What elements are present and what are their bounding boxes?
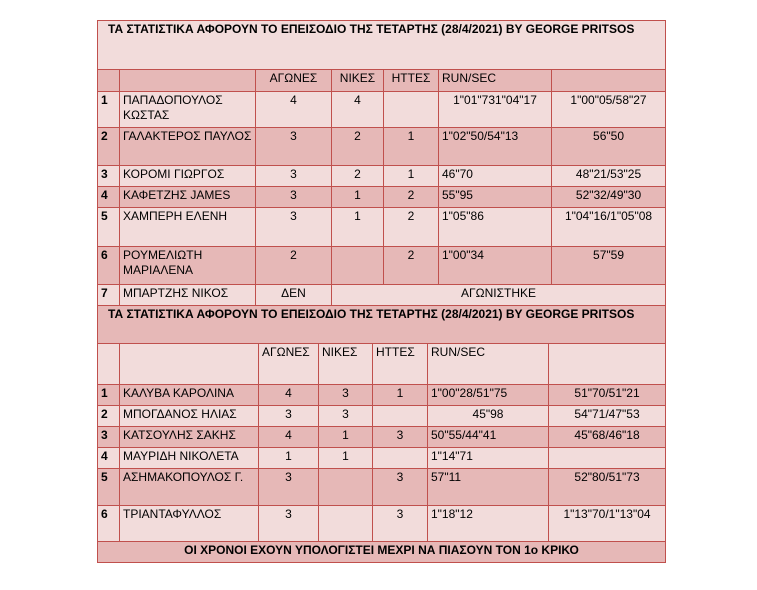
wins: 2 [332, 128, 384, 166]
did-not-compete-note: ΑΓΩΝΙΣΤΗΚΕ [332, 285, 666, 306]
stats-table-1 [97, 20, 666, 306]
row-number: 1 [98, 385, 120, 406]
losses: 2 [384, 247, 439, 285]
row-number: 6 [98, 506, 120, 542]
run-sec-2: 52"80/51"73 [549, 469, 666, 506]
run-sec-1: 1"14"71 [428, 448, 549, 469]
run-sec-2: 1"13"70/1"13"04 [549, 506, 666, 542]
row-number: 6 [98, 247, 120, 285]
header-run-sec: RUN/SEC [428, 344, 549, 385]
run-sec-1: 1"05"86 [439, 208, 552, 247]
losses [384, 92, 439, 128]
wins [332, 247, 384, 285]
header-run-sec: RUN/SEC [439, 70, 552, 92]
losses: 2 [384, 187, 439, 208]
header-losses: ΗΤΤΕΣ [384, 70, 439, 92]
stats-sheet [97, 20, 665, 563]
games: 4 [259, 427, 319, 448]
row-number: 7 [98, 285, 120, 306]
games: 3 [256, 187, 332, 208]
wins: 3 [319, 385, 373, 406]
run-sec-1: 1"02"50/54"13 [439, 128, 552, 166]
games: 4 [259, 385, 319, 406]
wins: 1 [332, 187, 384, 208]
losses: 2 [384, 208, 439, 247]
run-sec-1: 45"98 [428, 406, 549, 427]
player-name: ΓΑΛΑΚΤΕΡΟΣ ΠΑΥΛΟΣ [120, 128, 256, 166]
run-sec-1: 57"11 [428, 469, 549, 506]
header-wins: ΝΙΚΕΣ [319, 344, 373, 385]
table1-header-row [98, 70, 666, 92]
losses: 1 [373, 385, 428, 406]
games: ΔΕΝ [256, 285, 332, 306]
run-sec-2: 48"21/53"25 [552, 166, 666, 187]
player-name: ΜΑΥΡΙΔΗ ΝΙΚΟΛΕΤΑ [120, 448, 259, 469]
player-name: ΜΠΟΓΔΑΝΟΣ ΗΛΙΑΣ [120, 406, 259, 427]
table-row [98, 406, 666, 427]
run-sec-2: 45"68/46"18 [549, 427, 666, 448]
player-name: ΚΟΡΟΜΙ ΓΙΩΡΓΟΣ [120, 166, 256, 187]
row-number: 4 [98, 448, 120, 469]
games: 3 [259, 469, 319, 506]
run-sec-2: 52"32/49"30 [552, 187, 666, 208]
table2-header-row [98, 344, 666, 385]
header-losses: ΗΤΤΕΣ [373, 344, 428, 385]
losses: 1 [384, 128, 439, 166]
games: 3 [259, 406, 319, 427]
table-row [98, 208, 666, 247]
run-sec-2: 54"71/47"53 [549, 406, 666, 427]
player-name: ΧΑΜΠΕΡΗ ΕΛΕΝΗ [120, 208, 256, 247]
table-row [98, 285, 666, 306]
run-sec-1: 55"95 [439, 187, 552, 208]
table2-title: ΤΑ ΣΤΑΤΙΣΤΙΚΑ ΑΦΟΡΟΥΝ ΤΟ ΕΠΕΙΣΟΔΙΟ ΤΗΣ ΤΕΤΑΡΤΗΣ (28/4/2021) BY GEORGE PRITSOS [98, 306, 666, 344]
run-sec-2: 1"04"16/1"05"08 [552, 208, 666, 247]
table-row [98, 506, 666, 542]
games: 4 [256, 92, 332, 128]
run-sec-2: 56"50 [552, 128, 666, 166]
wins: 3 [319, 406, 373, 427]
table-row [98, 166, 666, 187]
player-name: ΜΠΑΡΤΖΗΣ ΝΙΚΟΣ [120, 285, 256, 306]
wins: 1 [319, 448, 373, 469]
player-name: ΤΡΙΑΝΤΑΦΥΛΛΟΣ [120, 506, 259, 542]
games: 3 [256, 166, 332, 187]
run-sec-1: 1"00"28/51"75 [428, 385, 549, 406]
losses: 3 [373, 506, 428, 542]
run-sec-2: 51"70/51"21 [549, 385, 666, 406]
player-name: ΡΟΥΜΕΛΙΩΤΗ ΜΑΡΙΑΛΕΝΑ [120, 247, 256, 285]
games: 3 [256, 128, 332, 166]
table-row [98, 128, 666, 166]
row-number: 5 [98, 208, 120, 247]
header-games: ΑΓΩΝΕΣ [256, 70, 332, 92]
row-number: 4 [98, 187, 120, 208]
player-name: ΚΑΦΕΤΖΗΣ JAMES [120, 187, 256, 208]
row-number: 2 [98, 406, 120, 427]
losses [373, 406, 428, 427]
run-sec-1: 46"70 [439, 166, 552, 187]
footer-note: ΟΙ ΧΡΟΝΟΙ ΕΧΟΥΝ ΥΠΟΛΟΓΙΣΤΕΙ ΜΕΧΡΙ ΝΑ ΠΙΑΣΟΥΝ ΤΟΝ 1ο ΚΡΙΚΟ [98, 542, 666, 563]
player-name: ΠΑΠΑΔΟΠΟΥΛΟΣ ΚΩΣΤΑΣ [120, 92, 256, 128]
run-sec-2 [549, 448, 666, 469]
player-name: ΑΣΗΜΑΚΟΠΟΥΛΟΣ Γ. [120, 469, 259, 506]
row-number: 3 [98, 427, 120, 448]
header-games: ΑΓΩΝΕΣ [259, 344, 319, 385]
games: 2 [256, 247, 332, 285]
run-sec-2: 1"00"05/58"27 [552, 92, 666, 128]
wins: 1 [319, 427, 373, 448]
run-sec-1: 1"18"12 [428, 506, 549, 542]
table-row [98, 187, 666, 208]
table1-title: ΤΑ ΣΤΑΤΙΣΤΙΚΑ ΑΦΟΡΟΥΝ ΤΟ ΕΠΕΙΣΟΔΙΟ ΤΗΣ ΤΕΤΑΡΤΗΣ (28/4/2021) BY GEORGE PRITSOS [98, 21, 666, 70]
losses: 3 [373, 469, 428, 506]
losses: 1 [384, 166, 439, 187]
games: 3 [256, 208, 332, 247]
wins [319, 506, 373, 542]
row-number: 1 [98, 92, 120, 128]
games: 3 [259, 506, 319, 542]
player-name: ΚΑΤΣΟΥΛΗΣ ΣΑΚΗΣ [120, 427, 259, 448]
header-wins: ΝΙΚΕΣ [332, 70, 384, 92]
player-name: ΚΑΛΥΒΑ ΚΑΡΟΛΙΝΑ [120, 385, 259, 406]
run-sec-1: 1"00"34 [439, 247, 552, 285]
losses [373, 448, 428, 469]
run-sec-1: 50"55/44"41 [428, 427, 549, 448]
wins: 1 [332, 208, 384, 247]
wins: 2 [332, 166, 384, 187]
table-row [98, 385, 666, 406]
table-row [98, 427, 666, 448]
table-row [98, 247, 666, 285]
table-row [98, 469, 666, 506]
row-number: 2 [98, 128, 120, 166]
table-row [98, 92, 666, 128]
row-number: 3 [98, 166, 120, 187]
table-row [98, 448, 666, 469]
wins [319, 469, 373, 506]
stats-table-2 [97, 305, 666, 563]
row-number: 5 [98, 469, 120, 506]
losses: 3 [373, 427, 428, 448]
run-sec-1: 1"01"731"04"17 [439, 92, 552, 128]
run-sec-2: 57"59 [552, 247, 666, 285]
games: 1 [259, 448, 319, 469]
wins: 4 [332, 92, 384, 128]
